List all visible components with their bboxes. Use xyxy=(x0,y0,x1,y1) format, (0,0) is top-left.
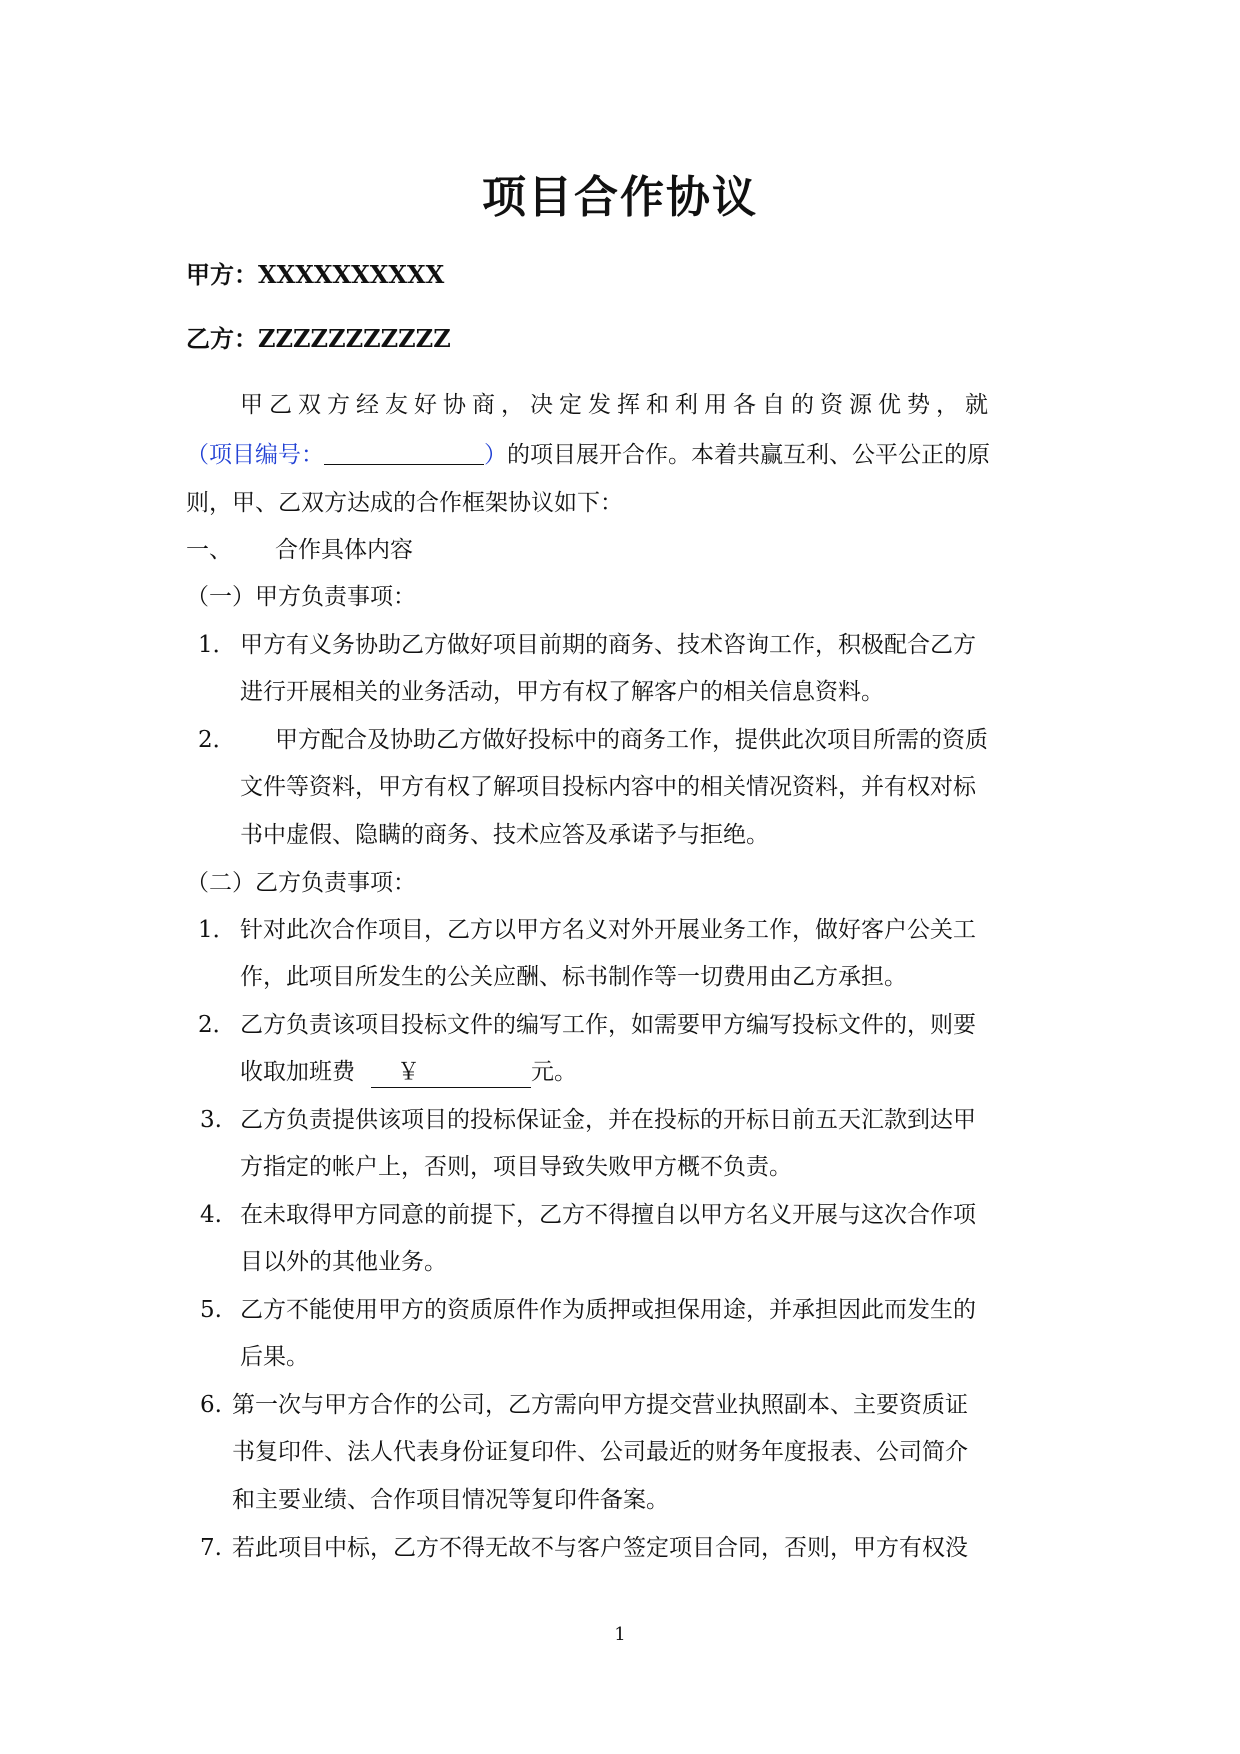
a2-line-1: 甲方配合及协助乙方做好投标中的商务工作，提供此次项目所需的资质 xyxy=(275,727,988,753)
a2-number: 2． xyxy=(198,727,236,753)
a1-line-1: 甲方有义务协助乙方做好项目前期的商务、技术咨询工作，积极配合乙方 xyxy=(240,632,976,658)
overtime-fee-label: 收取加班费 xyxy=(240,1059,355,1085)
section-1-number: 一、 xyxy=(186,537,232,563)
b4-line-1: 在未取得甲方同意的前提下，乙方不得擅自以甲方名义开展与这次合作项 xyxy=(240,1202,976,1228)
intro-line-1-text: 甲乙双方经友好协商，决定发挥和利用各自的资源优势，就 xyxy=(240,392,994,418)
intro-line-3: 则，甲、乙双方达成的合作框架协议如下： xyxy=(186,490,623,516)
b1-line-1: 针对此次合作项目，乙方以甲方名义对外开展业务工作，做好客户公关工 xyxy=(240,917,976,943)
b2-number: 2． xyxy=(198,1012,236,1038)
project-number-close: ） xyxy=(484,442,507,468)
intro-line-2 xyxy=(186,440,990,470)
project-number-blank xyxy=(324,442,484,465)
b7-line-1: 若此项目中标，乙方不得无故不与客户签定项目合同，否则，甲方有权没 xyxy=(232,1535,968,1561)
overtime-fee-blank xyxy=(371,1057,531,1088)
b2-line-2 xyxy=(240,1057,577,1088)
b1-number: 1． xyxy=(198,917,236,943)
b3-number: 3. xyxy=(200,1107,222,1133)
b6-number: 6. xyxy=(200,1392,222,1418)
b6-line-3: 和主要业绩、合作项目情况等复印件备案。 xyxy=(232,1487,669,1513)
intro-line-2-text: 的项目展开合作。本着共赢互利、公平公正的原 xyxy=(507,442,990,468)
b6-line-1: 第一次与甲方合作的公司，乙方需向甲方提交营业执照副本、主要资质证 xyxy=(232,1392,968,1418)
b3-line-1: 乙方负责提供该项目的投标保证金，并在投标的开标日前五天汇款到达甲 xyxy=(240,1107,976,1133)
a1-number: 1． xyxy=(198,632,236,658)
b6-line-2: 书复印件、法人代表身份证复印件、公司最近的财务年度报表、公司简介 xyxy=(232,1439,968,1465)
page-number: 1 xyxy=(614,1624,626,1645)
project-number-label: （项目编号： xyxy=(186,442,324,468)
a2-line-2: 文件等资料，甲方有权了解项目投标内容中的相关情况资料，并有权对标 xyxy=(240,774,976,800)
overtime-fee-unit: 元。 xyxy=(531,1059,577,1085)
b5-line-1: 乙方不能使用甲方的资质原件作为质押或担保用途，并承担因此而发生的 xyxy=(240,1297,976,1323)
yen-sign: ￥ xyxy=(397,1059,420,1085)
b3-line-2: 方指定的帐户上，否则，项目导致失败甲方概不负责。 xyxy=(240,1154,792,1180)
b5-line-2: 后果。 xyxy=(240,1344,309,1370)
b2-line-1: 乙方负责该项目投标文件的编写工作，如需要甲方编写投标文件的，则要 xyxy=(240,1012,976,1038)
party-a: 甲方：XXXXXXXXXX xyxy=(186,260,445,289)
b5-number: 5. xyxy=(200,1297,222,1323)
b7-number: 7. xyxy=(200,1535,222,1561)
sub-heading-party-b: （二）乙方负责事项： xyxy=(186,870,416,896)
b4-number: 4. xyxy=(200,1202,222,1228)
party-b: 乙方：ZZZZZZZZZZZ xyxy=(186,324,451,353)
a2-line-3: 书中虚假、隐瞒的商务、技术应答及承诺予与拒绝。 xyxy=(240,822,769,848)
document-title: 项目合作协议 xyxy=(482,172,758,223)
sub-heading-party-a: （一）甲方负责事项： xyxy=(186,584,416,610)
intro-line-1 xyxy=(240,390,1045,420)
b1-line-2: 作，此项目所发生的公关应酬、标书制作等一切费用由乙方承担。 xyxy=(240,964,907,990)
a1-line-2: 进行开展相关的业务活动，甲方有权了解客户的相关信息资料。 xyxy=(240,679,884,705)
b4-line-2: 目以外的其他业务。 xyxy=(240,1249,447,1275)
section-1-title: 合作具体内容 xyxy=(275,537,413,563)
